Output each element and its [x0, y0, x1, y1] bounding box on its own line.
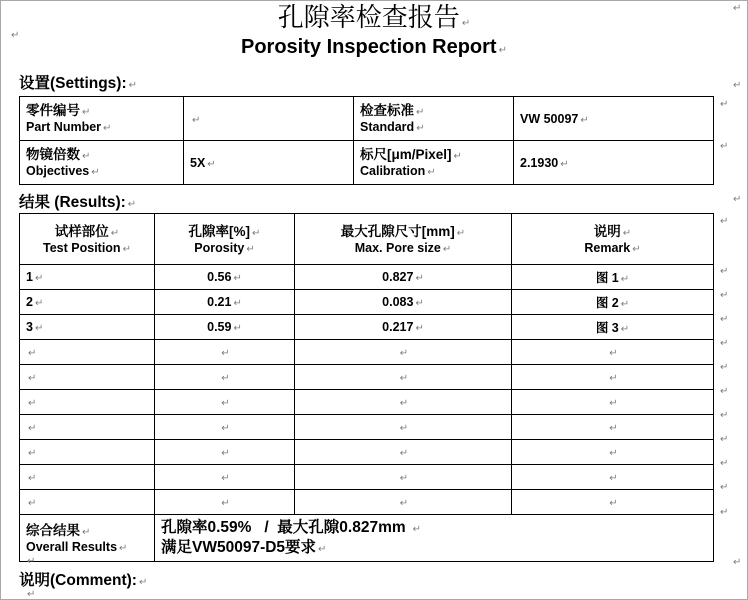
overall-results-line1: 孔隙率0.59% / 最大孔隙0.827mm ↵ — [161, 519, 422, 536]
comment-heading-text: 说明(Comment): — [19, 572, 137, 589]
calibration-label-en: Calibration ↵ — [360, 164, 436, 178]
end-of-row-mark-icon: ↵ — [720, 386, 729, 397]
paragraph-mark-icon: ↵ — [246, 243, 255, 255]
cell-remark[interactable] — [512, 390, 714, 415]
cell-position[interactable]: 3 ↵ — [20, 315, 155, 340]
paragraph-mark-icon: ↵ — [442, 243, 452, 255]
paragraph-mark-icon: ↵ — [28, 373, 37, 384]
overall-results-value-cell[interactable] — [155, 515, 714, 562]
paragraph-mark-icon: ↵ — [28, 473, 37, 484]
paragraph-mark-icon: ↵ — [620, 299, 630, 310]
paragraph-mark-icon: ↵ — [427, 167, 436, 178]
cell-pore-size[interactable]: 0.217 ↵ — [295, 315, 512, 340]
cell-position[interactable] — [20, 440, 155, 465]
cell-porosity[interactable] — [155, 340, 295, 365]
paragraph-mark-icon: ↵ — [103, 123, 112, 134]
paragraph-mark-icon: ↵ — [91, 167, 100, 178]
paragraph-mark-icon: ↵ — [399, 448, 409, 459]
report-title-en — [1, 34, 747, 60]
paragraph-mark-icon: ↵ — [318, 544, 327, 555]
paragraph-mark-icon: ↵ — [221, 423, 230, 434]
paragraph-mark-icon: ↵ — [609, 423, 618, 434]
cell-pore-size[interactable] — [295, 415, 512, 440]
cell-position[interactable] — [20, 390, 155, 415]
end-of-row-mark-icon: ↵ — [720, 410, 729, 421]
paragraph-mark-icon: ↵ — [609, 473, 618, 484]
end-of-row-mark-icon: ↵ — [720, 141, 729, 152]
paragraph-mark-icon: ↵ — [416, 107, 425, 118]
cell-position[interactable] — [20, 365, 155, 390]
end-of-row-mark-icon: ↵ — [720, 290, 729, 301]
cell-pore-size[interactable] — [295, 365, 512, 390]
paragraph-mark-icon: ↵ — [399, 373, 409, 384]
cell-porosity[interactable] — [155, 365, 295, 390]
paragraph-mark-icon: ↵ — [415, 298, 424, 309]
end-of-row-mark-icon: ↵ — [720, 458, 729, 469]
settings-heading — [19, 74, 137, 93]
cell-remark[interactable] — [512, 415, 714, 440]
paragraph-mark-icon: ↵ — [82, 107, 91, 118]
paragraph-mark-icon: ↵ — [560, 158, 569, 170]
table-row-empty — [20, 365, 714, 390]
paragraph-mark-icon: ↵ — [28, 448, 37, 459]
paragraph-mark-icon: ↵ — [399, 498, 409, 509]
paragraph-mark-icon: ↵ — [733, 3, 742, 14]
paragraph-mark-icon: ↵ — [412, 524, 422, 535]
cell-pore-size[interactable] — [295, 490, 512, 515]
objectives-value-cell[interactable] — [184, 141, 354, 185]
paragraph-mark-icon: ↵ — [498, 45, 507, 56]
table-row-1 — [20, 265, 714, 290]
paragraph-mark-icon: ↵ — [399, 473, 409, 484]
cell-position[interactable]: 1 ↵ — [20, 265, 155, 290]
overall-results-label-cell: 综合结果 ↵ Overall Results ↵ — [20, 515, 155, 562]
paragraph-mark-icon: ↵ — [82, 151, 91, 162]
end-of-row-mark-icon: ↵ — [720, 99, 729, 110]
paragraph-mark-icon: ↵ — [233, 273, 242, 284]
standard-label-zh: 检查标准 ↵ — [360, 103, 425, 118]
cell-position[interactable] — [20, 490, 155, 515]
standard-value: VW 50097 — [520, 111, 579, 126]
cell-remark[interactable] — [512, 440, 714, 465]
cell-pore-size[interactable] — [295, 465, 512, 490]
table-row-empty — [20, 465, 714, 490]
standard-label-en: Standard ↵ — [360, 120, 425, 134]
table-row-empty — [20, 340, 714, 365]
cell-pore-size[interactable]: 0.827 ↵ — [295, 265, 512, 290]
cell-position[interactable] — [20, 415, 155, 440]
end-of-row-mark-icon: ↵ — [720, 338, 729, 349]
paragraph-mark-icon: ↵ — [620, 324, 630, 335]
paragraph-mark-icon: ↵ — [456, 227, 466, 239]
paragraph-mark-icon: ↵ — [233, 298, 242, 309]
paragraph-mark-icon: ↵ — [122, 243, 131, 255]
cell-remark[interactable] — [512, 365, 714, 390]
part-number-label-zh: 零件编号 ↵ — [26, 103, 91, 118]
paragraph-mark-icon: ↵ — [415, 323, 424, 334]
part-number-value-cell[interactable] — [184, 97, 354, 141]
cell-porosity[interactable]: 0.59 ↵ — [155, 315, 295, 340]
cell-pore-size[interactable] — [295, 440, 512, 465]
paragraph-mark-icon: ↵ — [28, 398, 37, 409]
end-of-row-mark-icon: ↵ — [720, 266, 729, 277]
paragraph-mark-icon: ↵ — [34, 298, 44, 309]
end-of-row-mark-icon: ↵ — [720, 216, 729, 227]
end-of-row-mark-icon: ↵ — [720, 314, 729, 325]
cell-porosity[interactable] — [155, 440, 295, 465]
paragraph-mark-icon: ↵ — [221, 373, 230, 384]
paragraph-mark-icon: ↵ — [34, 323, 44, 334]
objectives-value: 5X — [190, 155, 206, 170]
paragraph-mark-icon: ↵ — [580, 114, 589, 126]
settings-row-2 — [20, 141, 714, 185]
calibration-label-cell — [354, 141, 514, 185]
col-header-test-position: 试样部位 ↵ Test Position ↵ — [20, 214, 155, 265]
cell-pore-size[interactable] — [295, 390, 512, 415]
comment-heading — [19, 568, 147, 590]
paragraph-mark-icon: ↵ — [110, 227, 120, 239]
objectives-label-zh: 物镜倍数 ↵ — [26, 147, 91, 162]
standard-value-cell[interactable] — [514, 97, 714, 141]
paragraph-mark-icon: ↵ — [609, 373, 618, 384]
report-title-zh-text: 孔隙率检查报告 — [277, 3, 460, 32]
paragraph-mark-icon: ↵ — [34, 273, 44, 284]
paragraph-mark-icon: ↵ — [399, 398, 409, 409]
cell-remark[interactable]: 图 3 ↵ — [512, 315, 714, 340]
cell-pore-size[interactable]: 0.083 ↵ — [295, 290, 512, 315]
cell-remark[interactable]: 图 2 ↵ — [512, 290, 714, 315]
paragraph-mark-icon: ↵ — [221, 348, 230, 359]
cell-porosity[interactable]: 0.21 ↵ — [155, 290, 295, 315]
settings-table — [19, 96, 714, 185]
end-of-row-mark-icon: ↵ — [720, 482, 729, 493]
cell-porosity[interactable]: 0.56 ↵ — [155, 265, 295, 290]
overall-results-row — [20, 515, 714, 562]
table-row-empty — [20, 440, 714, 465]
paragraph-mark-icon: ↵ — [609, 398, 618, 409]
results-heading — [19, 193, 136, 212]
part-number-label-cell — [20, 97, 184, 141]
results-table — [19, 213, 714, 562]
paragraph-mark-icon: ↵ — [207, 158, 216, 170]
cell-porosity[interactable] — [155, 390, 295, 415]
paragraph-mark-icon: ↵ — [461, 18, 471, 29]
calibration-value-cell[interactable] — [514, 141, 714, 185]
paragraph-mark-icon: ↵ — [138, 577, 148, 588]
paragraph-mark-icon: ↵ — [221, 498, 230, 509]
paragraph-mark-icon: ↵ — [192, 114, 201, 126]
cell-remark[interactable] — [512, 465, 714, 490]
overall-results-line2: 满足VW50097-D5要求 ↵ — [161, 539, 327, 556]
paragraph-mark-icon: ↵ — [416, 123, 425, 134]
paragraph-mark-icon: ↵ — [127, 199, 137, 210]
part-number-label-en: Part Number ↵ — [26, 120, 112, 134]
paragraph-mark-icon: ↵ — [399, 423, 409, 434]
paragraph-mark-icon: ↵ — [399, 348, 409, 359]
settings-row-1 — [20, 97, 714, 141]
calibration-value: 2.1930 — [520, 155, 559, 170]
paragraph-mark-icon: ↵ — [82, 526, 91, 538]
cell-pore-size[interactable] — [295, 340, 512, 365]
paragraph-mark-icon: ↵ — [221, 448, 230, 459]
standard-label-cell — [354, 97, 514, 141]
calibration-label-zh: 标尺[μm/Pixel] ↵ — [360, 147, 462, 162]
paragraph-mark-icon: ↵ — [733, 194, 742, 205]
cell-porosity[interactable] — [155, 490, 295, 515]
objectives-label-cell — [20, 141, 184, 185]
end-of-row-mark-icon: ↵ — [720, 434, 729, 445]
col-header-remark: 说明 ↵ Remark ↵ — [512, 214, 714, 265]
cell-position[interactable] — [20, 340, 155, 365]
paragraph-mark-icon: ↵ — [233, 323, 242, 334]
results-heading-text: 结果 (Results): — [19, 194, 126, 211]
table-row-3 — [20, 315, 714, 340]
paragraph-mark-icon: ↵ — [620, 274, 630, 285]
table-row-empty — [20, 490, 714, 515]
objectives-label-en: Objectives ↵ — [26, 164, 100, 178]
paragraph-mark-icon: ↵ — [733, 80, 742, 91]
results-header-row — [20, 214, 714, 265]
end-of-row-mark-icon: ↵ — [720, 507, 729, 518]
paragraph-mark-icon: ↵ — [27, 589, 36, 600]
paragraph-mark-icon: ↵ — [415, 273, 424, 284]
col-header-porosity: 孔隙率[%] ↵ Porosity ↵ — [155, 214, 295, 265]
col-header-pore-size: 最大孔隙尺寸[mm] ↵ Max. Pore size ↵ — [295, 214, 512, 265]
report-title-zh — [1, 3, 747, 33]
paragraph-mark-icon: ↵ — [28, 348, 37, 359]
cell-position[interactable]: 2 ↵ — [20, 290, 155, 315]
cell-remark[interactable] — [512, 490, 714, 515]
paragraph-mark-icon: ↵ — [609, 448, 618, 459]
table-row-2 — [20, 290, 714, 315]
paragraph-mark-icon: ↵ — [252, 227, 261, 239]
report-title-en-text: Porosity Inspection Report — [241, 36, 497, 58]
paragraph-mark-icon: ↵ — [609, 348, 618, 359]
paragraph-mark-icon: ↵ — [609, 498, 618, 509]
end-of-row-mark-icon: ↵ — [720, 362, 729, 373]
paragraph-mark-icon: ↵ — [733, 557, 742, 568]
cell-remark[interactable]: 图 1 ↵ — [512, 265, 714, 290]
paragraph-mark-icon: ↵ — [28, 498, 37, 509]
cell-porosity[interactable] — [155, 415, 295, 440]
paragraph-mark-icon: ↵ — [221, 398, 230, 409]
paragraph-mark-icon: ↵ — [622, 227, 632, 239]
paragraph-mark-icon: ↵ — [11, 30, 20, 41]
paragraph-mark-icon: ↵ — [453, 151, 462, 162]
paragraph-mark-icon: ↵ — [119, 542, 128, 554]
paragraph-mark-icon: ↵ — [632, 243, 641, 255]
table-row-empty — [20, 390, 714, 415]
settings-heading-text: 设置(Settings): — [19, 75, 127, 92]
paragraph-mark-icon: ↵ — [128, 80, 138, 91]
paragraph-mark-icon: ↵ — [221, 473, 230, 484]
cell-porosity[interactable] — [155, 465, 295, 490]
table-row-empty — [20, 415, 714, 440]
cell-remark[interactable] — [512, 340, 714, 365]
paragraph-mark-icon: ↵ — [28, 423, 37, 434]
paragraph-mark-icon: ↵ — [27, 556, 36, 567]
cell-position[interactable] — [20, 465, 155, 490]
